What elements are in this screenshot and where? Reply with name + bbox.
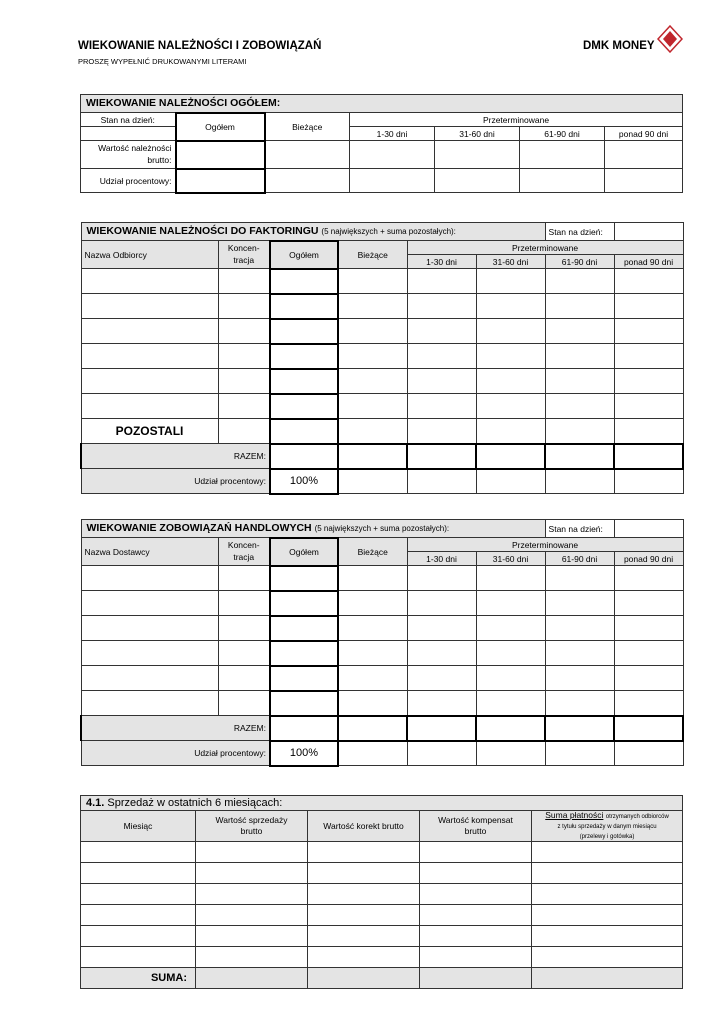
input-cell[interactable]: [176, 141, 265, 169]
input-cell[interactable]: [81, 883, 196, 904]
input-cell[interactable]: [218, 566, 270, 591]
input-cell[interactable]: [218, 294, 270, 319]
input-cell[interactable]: [407, 741, 476, 766]
col-przeterminowane: Przeterminowane: [407, 241, 683, 255]
input-cell[interactable]: [476, 294, 545, 319]
stan-label: Stan na dzień:: [81, 113, 176, 127]
input-cell[interactable]: [350, 169, 435, 193]
input-cell[interactable]: [270, 591, 338, 616]
input-cell[interactable]: [420, 967, 532, 988]
input-cell[interactable]: [407, 294, 476, 319]
col-nazwa-odbiorcy: Nazwa Odbiorcy: [81, 241, 218, 269]
input-cell[interactable]: [338, 616, 407, 641]
input-cell[interactable]: [420, 925, 532, 946]
input-cell[interactable]: [196, 862, 308, 883]
input-cell[interactable]: [407, 566, 476, 591]
section-title: WIEKOWANIE NALEŻNOŚCI OGÓŁEM:: [81, 95, 683, 113]
input-cell[interactable]: [81, 925, 196, 946]
udzial-label: Udział procentowy:: [81, 741, 270, 766]
bucket-header: 31-60 dni: [476, 255, 545, 269]
udzial-value: 100%: [270, 741, 338, 766]
input-cell[interactable]: [81, 591, 218, 616]
page-title: WIEKOWANIE NALEŻNOŚCI I ZOBOWIĄZAŃ: [78, 40, 322, 52]
input-cell[interactable]: [338, 344, 407, 369]
input-cell[interactable]: [614, 566, 683, 591]
stan-input[interactable]: [81, 127, 176, 141]
input-cell[interactable]: [308, 904, 420, 925]
bucket-header: 61-90 dni: [520, 127, 605, 141]
input-cell[interactable]: [614, 319, 683, 344]
input-cell[interactable]: [81, 369, 218, 394]
input-cell[interactable]: [407, 616, 476, 641]
razem-label: RAZEM:: [81, 716, 270, 741]
input-cell[interactable]: [545, 319, 614, 344]
page-subtitle: PROSZĘ WYPEŁNIĆ DRUKOWANYMI LITERAMI: [78, 57, 247, 66]
input-cell[interactable]: [545, 641, 614, 666]
col-koncentracja: Koncen- tracja: [218, 241, 270, 269]
input-cell[interactable]: [532, 904, 683, 925]
input-cell[interactable]: [476, 741, 545, 766]
input-cell[interactable]: [196, 841, 308, 862]
input-cell[interactable]: [81, 294, 218, 319]
bucket-header: 1-30 dni: [350, 127, 435, 141]
input-cell[interactable]: [605, 169, 683, 193]
input-cell[interactable]: [545, 419, 614, 444]
row-label-udzial: Udział procentowy:: [81, 169, 176, 193]
input-cell[interactable]: [407, 691, 476, 716]
input-cell[interactable]: [476, 566, 545, 591]
input-cell[interactable]: [218, 319, 270, 344]
input-cell[interactable]: [350, 141, 435, 169]
col-biezace: Bieżące: [338, 538, 407, 566]
input-cell[interactable]: [407, 394, 476, 419]
pozostali-label: POZOSTALI: [81, 419, 218, 444]
input-cell[interactable]: [81, 691, 218, 716]
input-cell[interactable]: [338, 716, 407, 741]
input-cell[interactable]: [407, 319, 476, 344]
input-cell[interactable]: [420, 862, 532, 883]
input-cell[interactable]: [476, 666, 545, 691]
input-cell[interactable]: [218, 691, 270, 716]
input-cell[interactable]: [270, 444, 338, 469]
input-cell[interactable]: [338, 691, 407, 716]
row-label-wartosc: Wartość należności brutto:: [81, 141, 176, 169]
input-cell[interactable]: [81, 946, 196, 967]
input-cell[interactable]: [407, 591, 476, 616]
input-cell[interactable]: [218, 394, 270, 419]
input-cell[interactable]: [520, 141, 605, 169]
input-cell[interactable]: [532, 883, 683, 904]
input-cell[interactable]: [545, 616, 614, 641]
input-cell[interactable]: [338, 419, 407, 444]
input-cell[interactable]: [338, 369, 407, 394]
col-platnosci: Suma płatności otrzymanych odbiorców z tytułu sprzedaży w danym miesiącu (przelewy i gotówka): [532, 811, 683, 842]
input-cell[interactable]: [545, 566, 614, 591]
input-cell[interactable]: [545, 294, 614, 319]
input-cell[interactable]: [218, 616, 270, 641]
input-cell[interactable]: [614, 394, 683, 419]
input-cell[interactable]: [476, 716, 545, 741]
input-cell[interactable]: [614, 344, 683, 369]
bucket-header: 61-90 dni: [545, 552, 614, 566]
input-cell[interactable]: [407, 469, 476, 494]
table-row: [81, 394, 683, 419]
table-row: [81, 269, 683, 294]
bucket-header: 31-60 dni: [435, 127, 520, 141]
input-cell[interactable]: [81, 344, 218, 369]
input-cell[interactable]: [476, 344, 545, 369]
table-row: [81, 566, 683, 591]
input-cell[interactable]: [81, 862, 196, 883]
table-row: [81, 616, 683, 641]
col-koncentracja: Koncen- tracja: [218, 538, 270, 566]
input-cell[interactable]: [407, 444, 476, 469]
input-cell[interactable]: [476, 591, 545, 616]
input-cell[interactable]: [614, 691, 683, 716]
stan-label: Stan na dzień:: [545, 223, 614, 241]
input-cell[interactable]: [614, 741, 683, 766]
input-cell[interactable]: [81, 666, 218, 691]
col-korekt: Wartość korekt brutto: [308, 811, 420, 842]
input-cell[interactable]: [338, 294, 407, 319]
input-cell[interactable]: [270, 666, 338, 691]
input-cell[interactable]: [270, 716, 338, 741]
col-przeterminowane: Przeterminowane: [350, 113, 683, 127]
stan-input[interactable]: [614, 520, 683, 538]
table-row: [81, 666, 683, 691]
input-cell[interactable]: [614, 469, 683, 494]
table-row: [81, 925, 683, 946]
input-cell[interactable]: [476, 469, 545, 494]
input-cell[interactable]: [270, 691, 338, 716]
input-cell[interactable]: [614, 716, 683, 741]
col-biezace: Bieżące: [265, 113, 350, 141]
input-cell[interactable]: [81, 566, 218, 591]
input-cell[interactable]: [176, 169, 265, 193]
input-cell[interactable]: [270, 394, 338, 419]
input-cell[interactable]: [338, 394, 407, 419]
input-cell[interactable]: [614, 294, 683, 319]
udzial-label: Udział procentowy:: [81, 469, 270, 494]
bucket-header: 61-90 dni: [545, 255, 614, 269]
input-cell[interactable]: [407, 716, 476, 741]
input-cell[interactable]: [532, 946, 683, 967]
input-cell[interactable]: [338, 269, 407, 294]
input-cell[interactable]: [81, 394, 218, 419]
input-cell[interactable]: [420, 883, 532, 904]
input-cell[interactable]: [196, 904, 308, 925]
input-cell[interactable]: [476, 444, 545, 469]
input-cell[interactable]: [476, 691, 545, 716]
input-cell[interactable]: [532, 967, 683, 988]
input-cell[interactable]: [614, 369, 683, 394]
table-row: [81, 344, 683, 369]
input-cell[interactable]: [338, 444, 407, 469]
input-cell[interactable]: [407, 344, 476, 369]
input-cell[interactable]: [545, 369, 614, 394]
col-ogolem: Ogółem: [270, 241, 338, 269]
bucket-header: ponad 90 dni: [614, 255, 683, 269]
input-cell[interactable]: [270, 641, 338, 666]
table-row: [81, 319, 683, 344]
bucket-header: 31-60 dni: [476, 552, 545, 566]
section-title: WIEKOWANIE NALEŻNOŚCI DO FAKTORINGU (5 największych + suma pozostałych):: [81, 223, 545, 241]
input-cell[interactable]: [435, 141, 520, 169]
input-cell[interactable]: [338, 641, 407, 666]
bucket-header: ponad 90 dni: [605, 127, 683, 141]
input-cell[interactable]: [308, 862, 420, 883]
input-cell[interactable]: [270, 344, 338, 369]
col-biezace: Bieżące: [338, 241, 407, 269]
input-cell[interactable]: [407, 369, 476, 394]
input-cell[interactable]: [614, 419, 683, 444]
input-cell[interactable]: [81, 641, 218, 666]
section-title: 4.1. Sprzedaż w ostatnich 6 miesiącach:: [81, 796, 683, 811]
input-cell[interactable]: [218, 344, 270, 369]
input-cell[interactable]: [476, 419, 545, 444]
input-cell[interactable]: [407, 269, 476, 294]
sales-6-months-table: [80, 795, 683, 989]
input-cell[interactable]: [270, 616, 338, 641]
input-cell[interactable]: [605, 141, 683, 169]
col-ogolem: Ogółem: [270, 538, 338, 566]
table-row: [81, 862, 683, 883]
input-cell[interactable]: [81, 319, 218, 344]
input-cell[interactable]: [218, 591, 270, 616]
input-cell[interactable]: [545, 469, 614, 494]
input-cell[interactable]: [81, 616, 218, 641]
factoring-receivables-table: [80, 222, 684, 495]
input-cell[interactable]: [196, 925, 308, 946]
bucket-header: ponad 90 dni: [614, 552, 683, 566]
table-row: [81, 369, 683, 394]
input-cell[interactable]: [545, 716, 614, 741]
input-cell[interactable]: [196, 967, 308, 988]
input-cell[interactable]: [545, 394, 614, 419]
input-cell[interactable]: [338, 566, 407, 591]
input-cell[interactable]: [270, 566, 338, 591]
input-cell[interactable]: [81, 904, 196, 925]
input-cell[interactable]: [196, 883, 308, 904]
input-cell[interactable]: [308, 841, 420, 862]
input-cell[interactable]: [420, 841, 532, 862]
input-cell[interactable]: [270, 319, 338, 344]
udzial-value: 100%: [270, 469, 338, 494]
input-cell[interactable]: [545, 269, 614, 294]
input-cell[interactable]: [308, 883, 420, 904]
input-cell[interactable]: [545, 444, 614, 469]
input-cell[interactable]: [308, 967, 420, 988]
input-cell[interactable]: [407, 641, 476, 666]
input-cell[interactable]: [308, 946, 420, 967]
input-cell[interactable]: [614, 616, 683, 641]
stan-label: Stan na dzień:: [545, 520, 614, 538]
input-cell[interactable]: [270, 369, 338, 394]
input-cell[interactable]: [196, 946, 308, 967]
input-cell[interactable]: [476, 269, 545, 294]
stan-input[interactable]: [614, 223, 683, 241]
table-row: [81, 946, 683, 967]
input-cell[interactable]: [545, 666, 614, 691]
input-cell[interactable]: [545, 344, 614, 369]
col-nazwa-dostawcy: Nazwa Dostawcy: [81, 538, 218, 566]
input-cell[interactable]: [338, 741, 407, 766]
input-cell[interactable]: [614, 444, 683, 469]
input-cell[interactable]: [532, 841, 683, 862]
receivables-total-table: [80, 94, 683, 194]
col-kompensat: Wartość kompensat brutto: [420, 811, 532, 842]
input-cell[interactable]: [520, 169, 605, 193]
input-cell[interactable]: [308, 925, 420, 946]
table-row: [81, 294, 683, 319]
input-cell[interactable]: [545, 691, 614, 716]
table-row: [81, 641, 683, 666]
input-cell[interactable]: [532, 925, 683, 946]
input-cell[interactable]: [270, 269, 338, 294]
input-cell[interactable]: [407, 666, 476, 691]
input-cell[interactable]: [614, 666, 683, 691]
input-cell[interactable]: [476, 369, 545, 394]
input-cell[interactable]: [265, 141, 350, 169]
table-row: [81, 841, 683, 862]
input-cell[interactable]: [407, 419, 476, 444]
input-cell[interactable]: [270, 419, 338, 444]
input-cell[interactable]: [476, 319, 545, 344]
input-cell[interactable]: [545, 591, 614, 616]
col-przeterminowane: Przeterminowane: [407, 538, 683, 552]
bucket-header: 1-30 dni: [407, 255, 476, 269]
brand-name: DMK MONEY: [583, 40, 655, 52]
input-cell[interactable]: [420, 904, 532, 925]
input-cell[interactable]: [218, 419, 270, 444]
col-ogolem: Ogółem: [176, 113, 265, 141]
input-cell[interactable]: [81, 269, 218, 294]
input-cell[interactable]: [218, 666, 270, 691]
bucket-header: 1-30 dni: [407, 552, 476, 566]
input-cell[interactable]: [218, 269, 270, 294]
input-cell[interactable]: [270, 294, 338, 319]
table-row: [81, 691, 683, 716]
diamond-logo-icon: [657, 25, 683, 53]
table-row: [81, 904, 683, 925]
trade-payables-table: [80, 519, 684, 767]
input-cell[interactable]: [338, 319, 407, 344]
input-cell[interactable]: [420, 946, 532, 967]
input-cell[interactable]: [614, 591, 683, 616]
input-cell[interactable]: [532, 862, 683, 883]
input-cell[interactable]: [81, 841, 196, 862]
input-cell[interactable]: [218, 369, 270, 394]
table-row: [81, 591, 683, 616]
input-cell[interactable]: [338, 591, 407, 616]
input-cell[interactable]: [614, 269, 683, 294]
input-cell[interactable]: [476, 616, 545, 641]
input-cell[interactable]: [476, 641, 545, 666]
col-sprzedaz: Wartość sprzedaży brutto: [196, 811, 308, 842]
input-cell[interactable]: [338, 469, 407, 494]
input-cell[interactable]: [265, 169, 350, 193]
section-title: WIEKOWANIE ZOBOWIĄZAŃ HANDLOWYCH (5 największych + suma pozostałych):: [81, 520, 545, 538]
table-row: [81, 883, 683, 904]
input-cell[interactable]: [614, 641, 683, 666]
input-cell[interactable]: [476, 394, 545, 419]
col-miesiac: Miesiąc: [81, 811, 196, 842]
suma-label: SUMA:: [81, 967, 196, 988]
input-cell[interactable]: [218, 641, 270, 666]
input-cell[interactable]: [435, 169, 520, 193]
input-cell[interactable]: [545, 741, 614, 766]
input-cell[interactable]: [338, 666, 407, 691]
razem-label: RAZEM:: [81, 444, 270, 469]
